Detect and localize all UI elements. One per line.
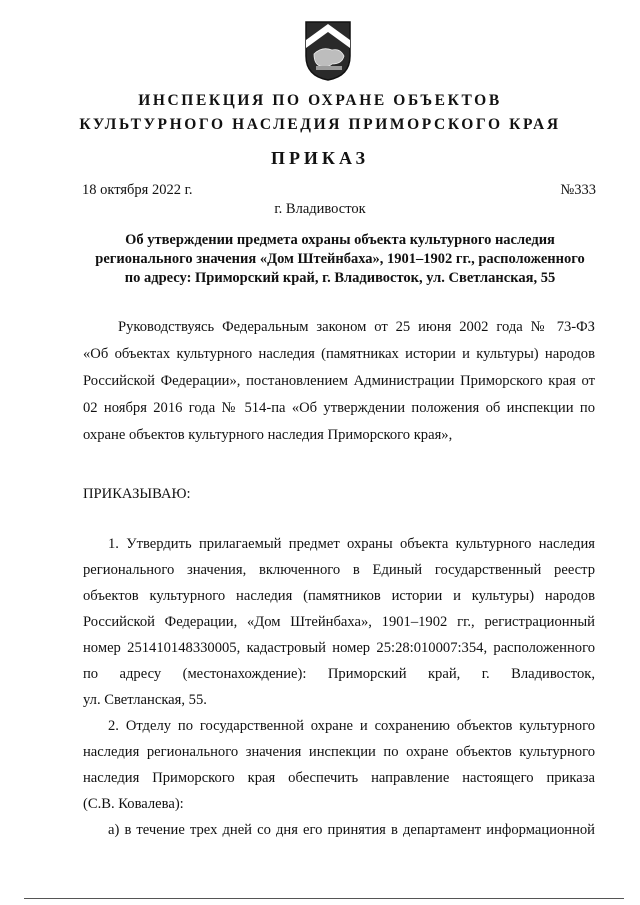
- item-2-line-2: наследия регионального значения инспекции по охране объектов культурного: [83, 744, 595, 760]
- preamble-line-5: охране объектов культурного наследия Приморского края»,: [83, 427, 453, 443]
- preamble-line-4: 02 ноября 2016 года № 514-па «Об утверждении положения об инспекции по: [83, 400, 595, 416]
- subject-line-1: Об утверждении предмета охраны объекта культурного наследия: [125, 232, 555, 248]
- agency-name-line-1: ИНСПЕКЦИЯ ПО ОХРАНЕ ОБЪЕКТОВ: [138, 92, 502, 109]
- item-1-line-1: 1. Утвердить прилагаемый предмет охраны объекта культурного наследия: [108, 536, 595, 552]
- subject-line-3: по адресу: Приморский край, г. Владивосток, ул. Светланская, 55: [124, 270, 556, 286]
- coat-of-arms-icon: [302, 18, 354, 82]
- item-1-line-6: по адресу (местонахождение): Приморский край, г. Владивосток,: [83, 666, 595, 682]
- order-word: ПРИКАЗЫВАЮ:: [83, 486, 191, 502]
- document-city: г. Владивосток: [274, 201, 366, 217]
- preamble-line-3: Российской Федерации», постановлением Администрации Приморского края от: [83, 373, 595, 389]
- item-1-line-2: регионального значения, включенного в Единый государственный реестр: [83, 562, 595, 578]
- item-2-line-1: 2. Отделу по государственной охране и сохранению объектов культурного: [108, 718, 595, 734]
- document-type-title: ПРИКАЗ: [270, 148, 370, 168]
- item-1-line-7: ул. Светланская, 55.: [83, 692, 207, 708]
- item-2-line-3: наследия Приморского края обеспечить направление настоящего приказа: [83, 770, 595, 786]
- page-bottom-rule: [24, 898, 624, 899]
- document-date: 18 октября 2022 г.: [82, 182, 193, 198]
- item-2-line-4: (С.В. Ковалева):: [83, 796, 184, 812]
- preamble-line-2: «Об объектах культурного наследия (памятниках истории и культуры) народов: [83, 346, 595, 362]
- item-1-line-4: Российской Федерации, «Дом Штейнбаха», 1901–1902 гг., регистрационный: [83, 614, 595, 630]
- item-1-line-5: номер 251410148330005, кадастровый номер 25:28:010007:354, расположенного: [83, 640, 595, 656]
- item-2a-line: а) в течение трех дней со дня его принятия в департамент информационной: [108, 822, 595, 838]
- preamble-line-1: Руководствуясь Федеральным законом от 25 июня 2002 года № 73-ФЗ: [118, 319, 595, 335]
- item-1-line-3: объектов культурного наследия (памятников истории и культуры) народов: [83, 588, 595, 604]
- document-number: №333: [560, 182, 596, 198]
- subject-line-2: регионального значения «Дом Штейнбаха», 1901–1902 гг., расположенного: [95, 251, 585, 267]
- agency-name-line-2: КУЛЬТУРНОГО НАСЛЕДИЯ ПРИМОРСКОГО КРАЯ: [79, 116, 561, 133]
